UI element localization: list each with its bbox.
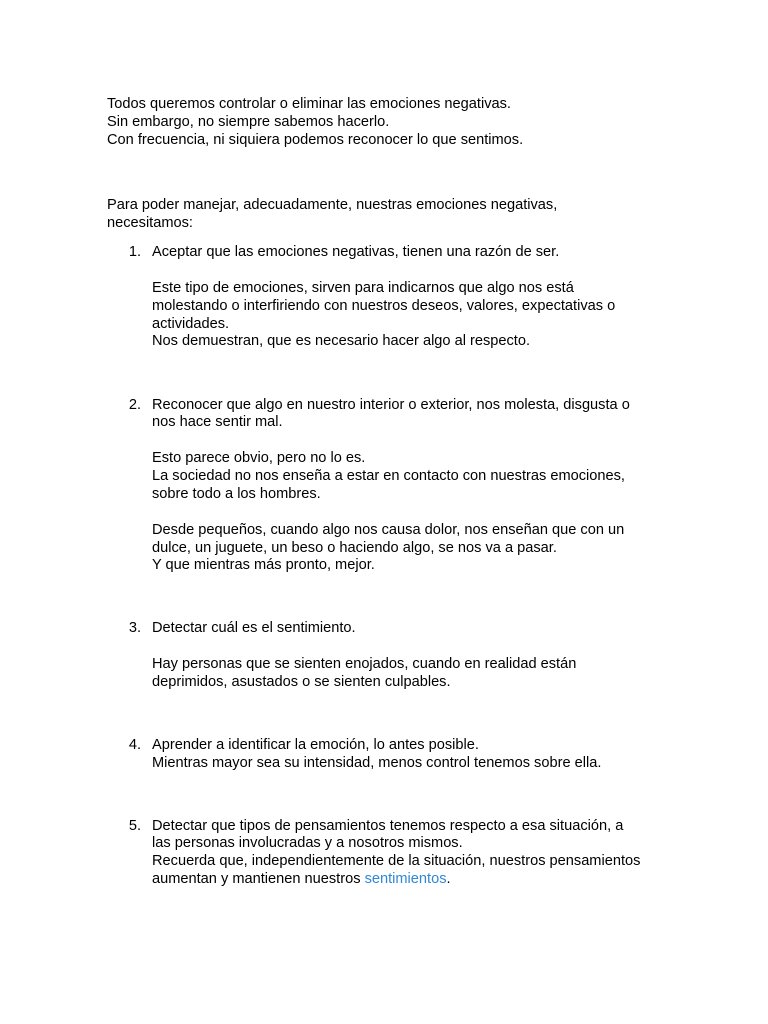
intro-line-3: Con frecuencia, ni siquiera podemos reconocer lo que sentimos. bbox=[107, 132, 524, 148]
list-item-5-heading: Detectar que tipos de pensamientos tenemos respecto a esa situación, a bbox=[152, 818, 624, 834]
intro-line-1: Todos queremos controlar o eliminar las emociones negativas. bbox=[107, 96, 511, 112]
list-item-1-text: Este tipo de emociones, sirven para indicarnos que algo nos está bbox=[152, 280, 574, 296]
intro-line-2: Sin embargo, no siempre sabemos hacerlo. bbox=[107, 114, 390, 130]
list-item-2-text: Esto parece obvio, pero no lo es. bbox=[152, 450, 366, 466]
list-item-1-text: molestando o interfiriendo con nuestros deseos, valores, expectativas o bbox=[152, 298, 616, 314]
list-item-5-text: aumentan y mantienen nuestros bbox=[152, 871, 365, 887]
list-item-2-heading: Reconocer que algo en nuestro interior o exterior, nos molesta, disgusta o bbox=[152, 397, 630, 413]
list-item-4-heading: Aprender a identificar la emoción, lo antes posible. bbox=[152, 737, 479, 753]
period: . bbox=[446, 871, 451, 887]
list-item-5-text: Recuerda que, independientemente de la situación, nuestros pensamientos bbox=[152, 853, 641, 869]
list-item-3-text: deprimidos, asustados o se sienten culpables. bbox=[152, 674, 451, 690]
list-item-1-text: Nos demuestran, que es necesario hacer algo al respecto. bbox=[152, 333, 531, 349]
list-item-2-heading: nos hace sentir mal. bbox=[152, 414, 283, 430]
list-item-2-text: Desde pequeños, cuando algo nos causa dolor, nos enseñan que con un bbox=[152, 522, 625, 538]
list-item-number-3: 3. bbox=[128, 620, 141, 636]
list-item-3-heading: Detectar cuál es el sentimiento. bbox=[152, 620, 356, 636]
list-item-2-text: dulce, un juguete, un beso o haciendo algo, se nos va a pasar. bbox=[152, 540, 557, 556]
lead-line-2: necesitamos: bbox=[107, 215, 193, 231]
list-item-number-4: 4. bbox=[128, 737, 141, 753]
list-item-4-text: Mientras mayor sea su intensidad, menos control tenemos sobre ella. bbox=[152, 755, 602, 771]
lead-line-1: Para poder manejar, adecuadamente, nuestras emociones negativas, bbox=[107, 197, 558, 213]
list-item-2-text: Y que mientras más pronto, mejor. bbox=[152, 557, 375, 573]
list-item-5-last-line bbox=[152, 871, 451, 889]
list-item-number-2: 2. bbox=[128, 397, 141, 413]
list-item-5-heading: las personas involucradas y a nosotros mismos. bbox=[152, 835, 463, 851]
list-item-1-heading: Aceptar que las emociones negativas, tienen una razón de ser. bbox=[152, 244, 560, 260]
list-item-3-text: Hay personas que se sienten enojados, cuando en realidad están bbox=[152, 656, 577, 672]
list-item-2-text: sobre todo a los hombres. bbox=[152, 486, 321, 502]
list-item-1-text: actividades. bbox=[152, 316, 230, 332]
list-item-2-text: La sociedad no nos enseña a estar en contacto con nuestras emociones, bbox=[152, 468, 625, 484]
list-item-number-1: 1. bbox=[128, 244, 141, 260]
list-item-number-5: 5. bbox=[128, 818, 141, 834]
sentimientos-link[interactable]: sentimientos bbox=[364, 871, 447, 887]
